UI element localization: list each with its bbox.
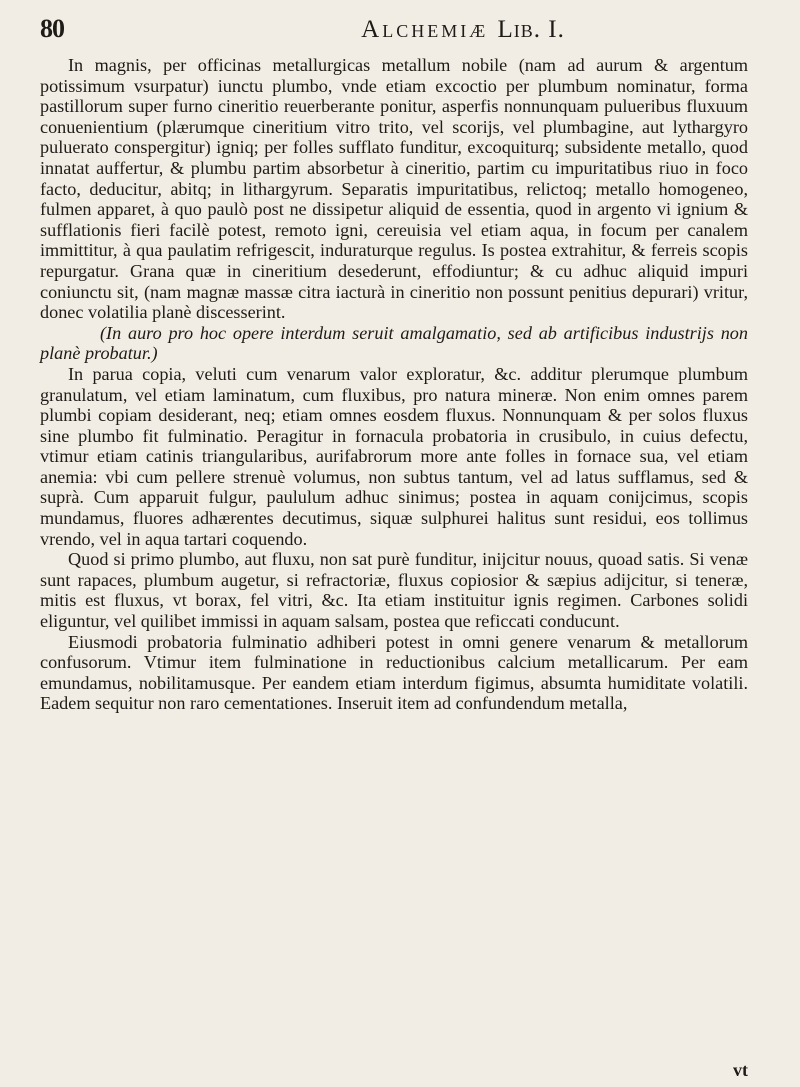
paragraph-fluxus: Quod si primo plumbo, aut fluxu, non sat purè funditur, inijcitur nouus, quoad satis. Si venæ sunt rapaces, plumbum augetur, si refractoriæ, fluxus copiosior & sæpius adijcitur, si teneræ, mitis est fluxus, vt borax, fel vitri, &c. Ita etiam instituitur ignis regimen. Carbones solidi eliguntur, vel quilibet immissi in aquam salsam, postea que reficcati conducunt. <box>40 549 748 632</box>
catchword: vt <box>733 1060 748 1080</box>
book-label: Lib. I. <box>497 16 565 43</box>
paragraph-parua-copia: In parua copia, veluti cum venarum valor exploratur, &c. additur plerumque plumbum granulatum, vel etiam laminatum, cum fluxibus, pro natura mineræ. Non enim omnes parem plumbi copiam desiderant, neq; etiam omnes eosdem fluxus. Nonnunquam & per solos fluxus sine plumbo fit fulminatio. Peragitur in fornacula probatoria in crusibulo, in cuius defectu, vtimur etiam catinis triangularibus, aurifabrorum more ante folles in fornace sua, vel etiam anemia: vbi cum pellere strenuè volumus, non subtus tantum, vel ad latus sufflamus, sed & suprà. Cum apparuit fulgur, paululum adhuc sinimus; postea in aquam conijcimus, scopis mundamus, fluores adhærentes decutimus, siquæ sulphurei halitus sunt residui, eos tollimus vrendo, vel in aqua tartari coquendo. <box>40 363 748 549</box>
paragraph-probatoria: Eiusmodi probatoria fulminatio adhiberi potest in omni genere venarum & metallorum confusorum. Vtimur item fulminatione in reductionibus calcium metallicarum. Per eam emundamus, nobilitamusque. Per eandem etiam interdum figimus, absumta humiditate volatili. Eadem sequitur non raro cementationes. Inseruit item ad confundendum metalla, <box>40 631 748 714</box>
running-title-text: Alchemiæ <box>361 16 489 43</box>
body-text <box>40 55 748 714</box>
page-number: 80 <box>40 14 64 43</box>
paragraph-amalgamatio-note: (In auro pro hoc opere interdum seruit amalgamatio, sed ab artificibus industrijs non planè probatur.) <box>40 322 748 364</box>
paragraph-excoctio: In magnis, per officinas metallurgicas metallum nobile (nam ad aurum & argentum potissimum vsurpatur) iunctu plumbo, vnde etiam excoctio per plumbum nominatur, forma pastillorum super furno cineritio reuerberante ponitur, asperfis nonnunquam pulueribus fluxuum conuenientium (plærumque cineritium vitro trito, vel scorijs, vel plumbagine, aut lythargyro puluerato conspergitur) igniq; per folles sufflato funditur, excoquiturq; subsidente metallo, quod innatat auffertur, & plumbu partim absorbetur à cineritio, partim cu impuritatibus riuo in foco facto, deducitur, abitq; in lithargyrum. Separatis impuritatibus, relictoq; metallo homogeneo, fulmen apparet, à quo paulò post ne dissipetur aliquid de essentia, quod in argento vi ignium & sufflationis fieri facilè potest, remoto igni, cereuisia vel etiam aqua, in focum per canalem immittitur, à qua paulatim refrigescit, induraturque regulus. Is postea extrahitur, & ferreis scopis repurgatur. Grana quæ in cineritium desederunt, effodiuntur; & cu adhuc aliquid impuri coniunctu sit, (nam magnæ massæ citra iacturà in cineritio non possunt penitius depurari) vritur, donec volatilia planè discesserint. <box>40 55 748 323</box>
page-header <box>40 14 748 53</box>
running-title <box>118 16 748 44</box>
